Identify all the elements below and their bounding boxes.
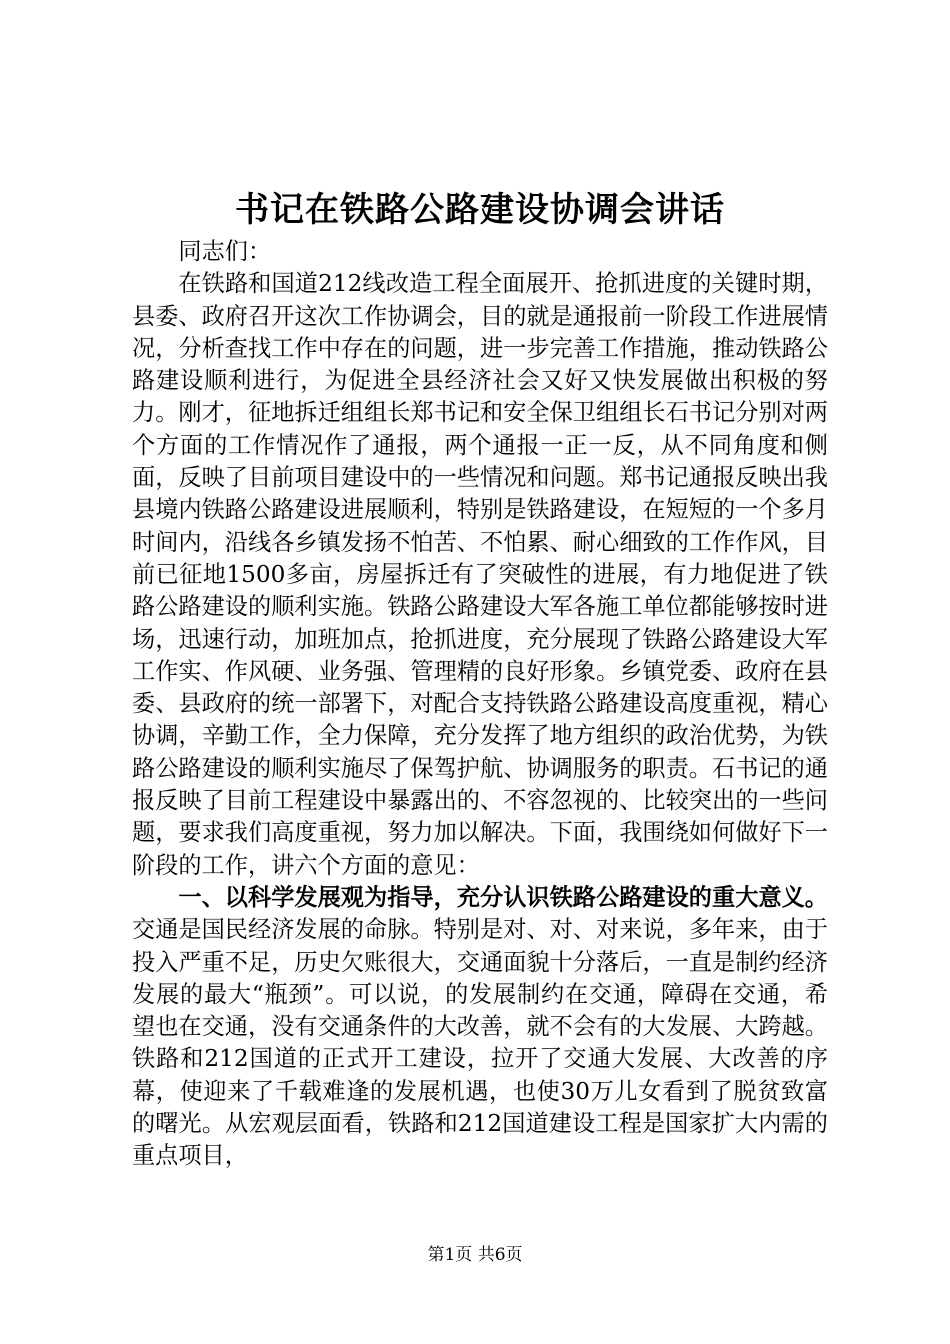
paragraph-section-1 (132, 882, 828, 1173)
document-page (132, 188, 828, 1173)
paragraph-intro: 在铁路和国道212线改造工程全面展开、抢抓进度的关键时期，县委、政府召开这次工作协调会，目的就是通报前一阶段工作进展情况，分析查找工作中存在的问题，进一步完善工作措施，推动铁路公路建设顺利进行，为促进全县经济社会又好又快发展做出积极的努力。刚才，征地拆迁组组长郑书记和安全保卫组组长石书记分别对两个方面的工作情况作了通报，两个通报一正一反，从不同角度和侧面，反映了目前项目建设中的一些情况和问题。郑书记通报反映出我县境内铁路公路建设进展顺利，特别是铁路建设，在短短的一个多月时间内，沿线各乡镇发扬不怕苦、不怕累、耐心细致的工作作风，目前已征地1500多亩，房屋拆迁有了突破性的进展，有力地促进了铁路公路建设的顺利实施。铁路公路建设大军各施工单位都能够按时进场，迅速行动，加班加点，抢抓进度，充分展现了铁路公路建设大军工作实、作风硬、业务强、管理精的良好形象。乡镇党委、政府在县委、县政府的统一部署下，对配合支持铁路公路建设高度重视，精心协调，辛勤工作，全力保障，充分发挥了地方组织的政治优势，为铁路公路建设的顺利实施尽了保驾护航、协调服务的职责。石书记的通报反映了目前工程建设中暴露出的、不容忽视的、比较突出的一些问题，要求我们高度重视，努力加以解决。下面，我围绕如何做好下一阶段的工作，讲六个方面的意见： (132, 270, 828, 879)
section-heading: 一、以科学发展观为指导，充分认识铁路公路建设的重大意义。 (178, 883, 828, 911)
salutation: 同志们： (178, 238, 272, 265)
page-title: 书记在铁路公路建设协调会讲话 (235, 190, 725, 230)
section-text: 交通是国民经济发展的命脉。特别是对、对、对来说，多年来，由于投入严重不足，历史欠账很大，交通面貌十分落后，一直是制约经济发展的最大“瓶颈”。可以说，的发展制约在交通，障碍在交通，希望也在交通，没有交通条件的大改善，就不会有的大发展、大跨越。铁路和212国道的正式开工建设，拉开了交通大发展、大改善的序幕，使迎来了千载难逢的发展机遇，也使30万儿女看到了脱贫致富的曙光。从宏观层面看，铁路和212国道建设工程是国家扩大内需的重点项目， (132, 916, 828, 1170)
page-footer: 第1页 共6页 (427, 1245, 523, 1265)
